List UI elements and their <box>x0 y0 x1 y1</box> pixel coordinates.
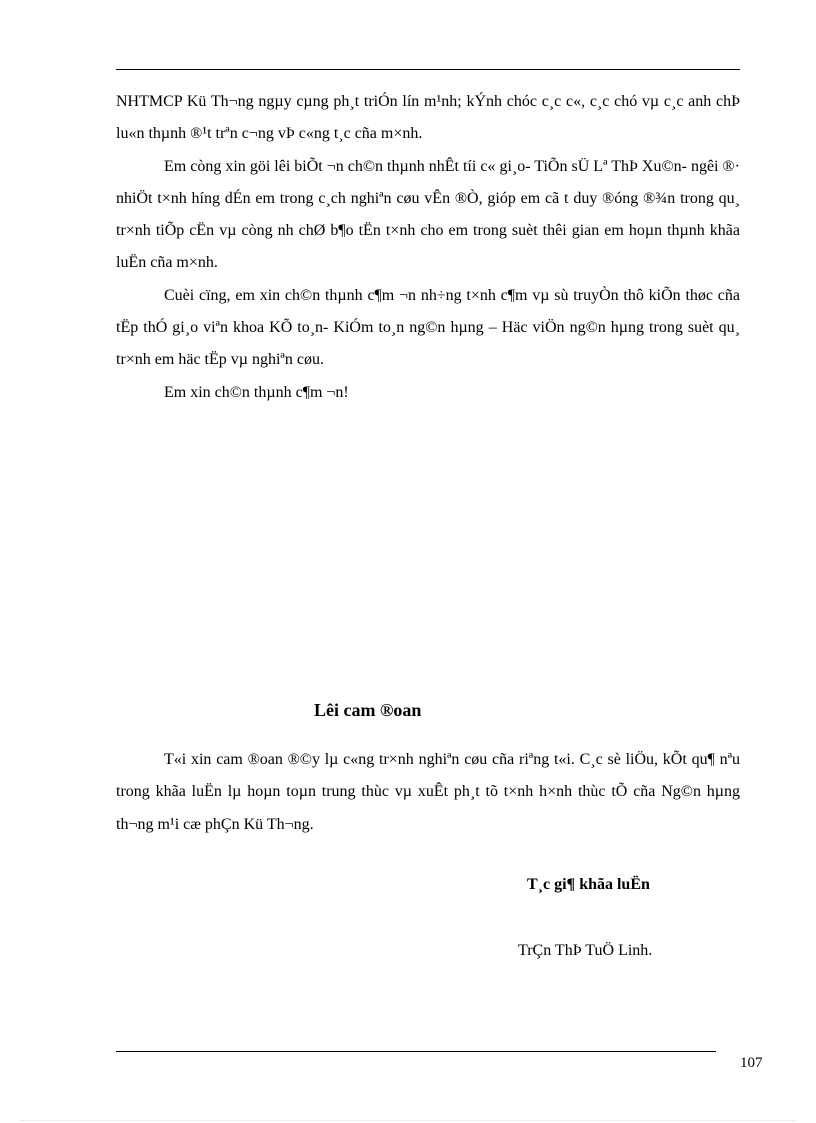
ack-paragraph-1: NHTMCP Kü Th¬ng ngµy cµng ph¸t triÓn lín m¹nh; kÝnh chóc c¸c c«, c¸c chó vµ c¸c anh chÞ lu«n thµnh ®¹t trªn c¬ng vÞ c«ng t¸c cña m×nh. <box>116 93 740 143</box>
author-label: T¸c gi¶ khãa luËn <box>527 876 650 893</box>
page-number: 107 <box>740 1055 763 1071</box>
commitment-title: Lêi cam ®oan <box>314 700 422 720</box>
ack-paragraph-2: Em còng xin göi lêi biÕt ¬n ch©n thµnh nhÊt tíi c« gi¸o- TiÕn sÜ Lª ThÞ Xu©n- ngêi ®· nhiÖt t×nh híng dÉn em trong c¸ch nghiªn cøu vÊn ®Ò, gióp em cã t duy ®óng ®¾n trong qu¸ tr×nh tiÕp cËn vµ còng nh chØ b¶o tËn t×nh cho em trong suèt thêi gian em hoµn thµnh khãa luËn cña m×nh. <box>116 157 740 272</box>
footer-rule <box>116 1051 716 1052</box>
page-bottom-border <box>20 1120 796 1121</box>
acknowledgement-section <box>116 86 740 409</box>
ack-paragraph-3: Cuèi cïng, em xin ch©n thµnh c¶m ¬n nh÷ng t×nh c¶m vµ sù truyÒn thô kiÕn thøc cña tËp thÓ gi¸o viªn khoa KÕ to¸n- KiÓm to¸n ng©n hµng – Häc viÖn ng©n hµng trong suèt qu¸ tr×nh em häc tËp vµ nghiªn cøu. <box>116 286 740 369</box>
commitment-paragraph: T«i xin cam ®oan ®©y lµ c«ng tr×nh nghiªn cøu cña riªng t«i. C¸c sè liÖu, kÕt qu¶ nªu trong khãa luËn lµ hoµn toµn trung thùc vµ xuÊt ph¸t tõ t×nh h×nh thùc tÕ cña Ng©n hµng th¬ng m¹i cæ phÇn Kü Th¬ng. <box>116 751 740 833</box>
commitment-section <box>116 744 740 841</box>
header-rule <box>116 69 740 70</box>
author-name: TrÇn ThÞ TuÖ Linh. <box>518 942 653 959</box>
ack-paragraph-4: Em xin ch©n thµnh c¶m ¬n! <box>164 383 349 401</box>
